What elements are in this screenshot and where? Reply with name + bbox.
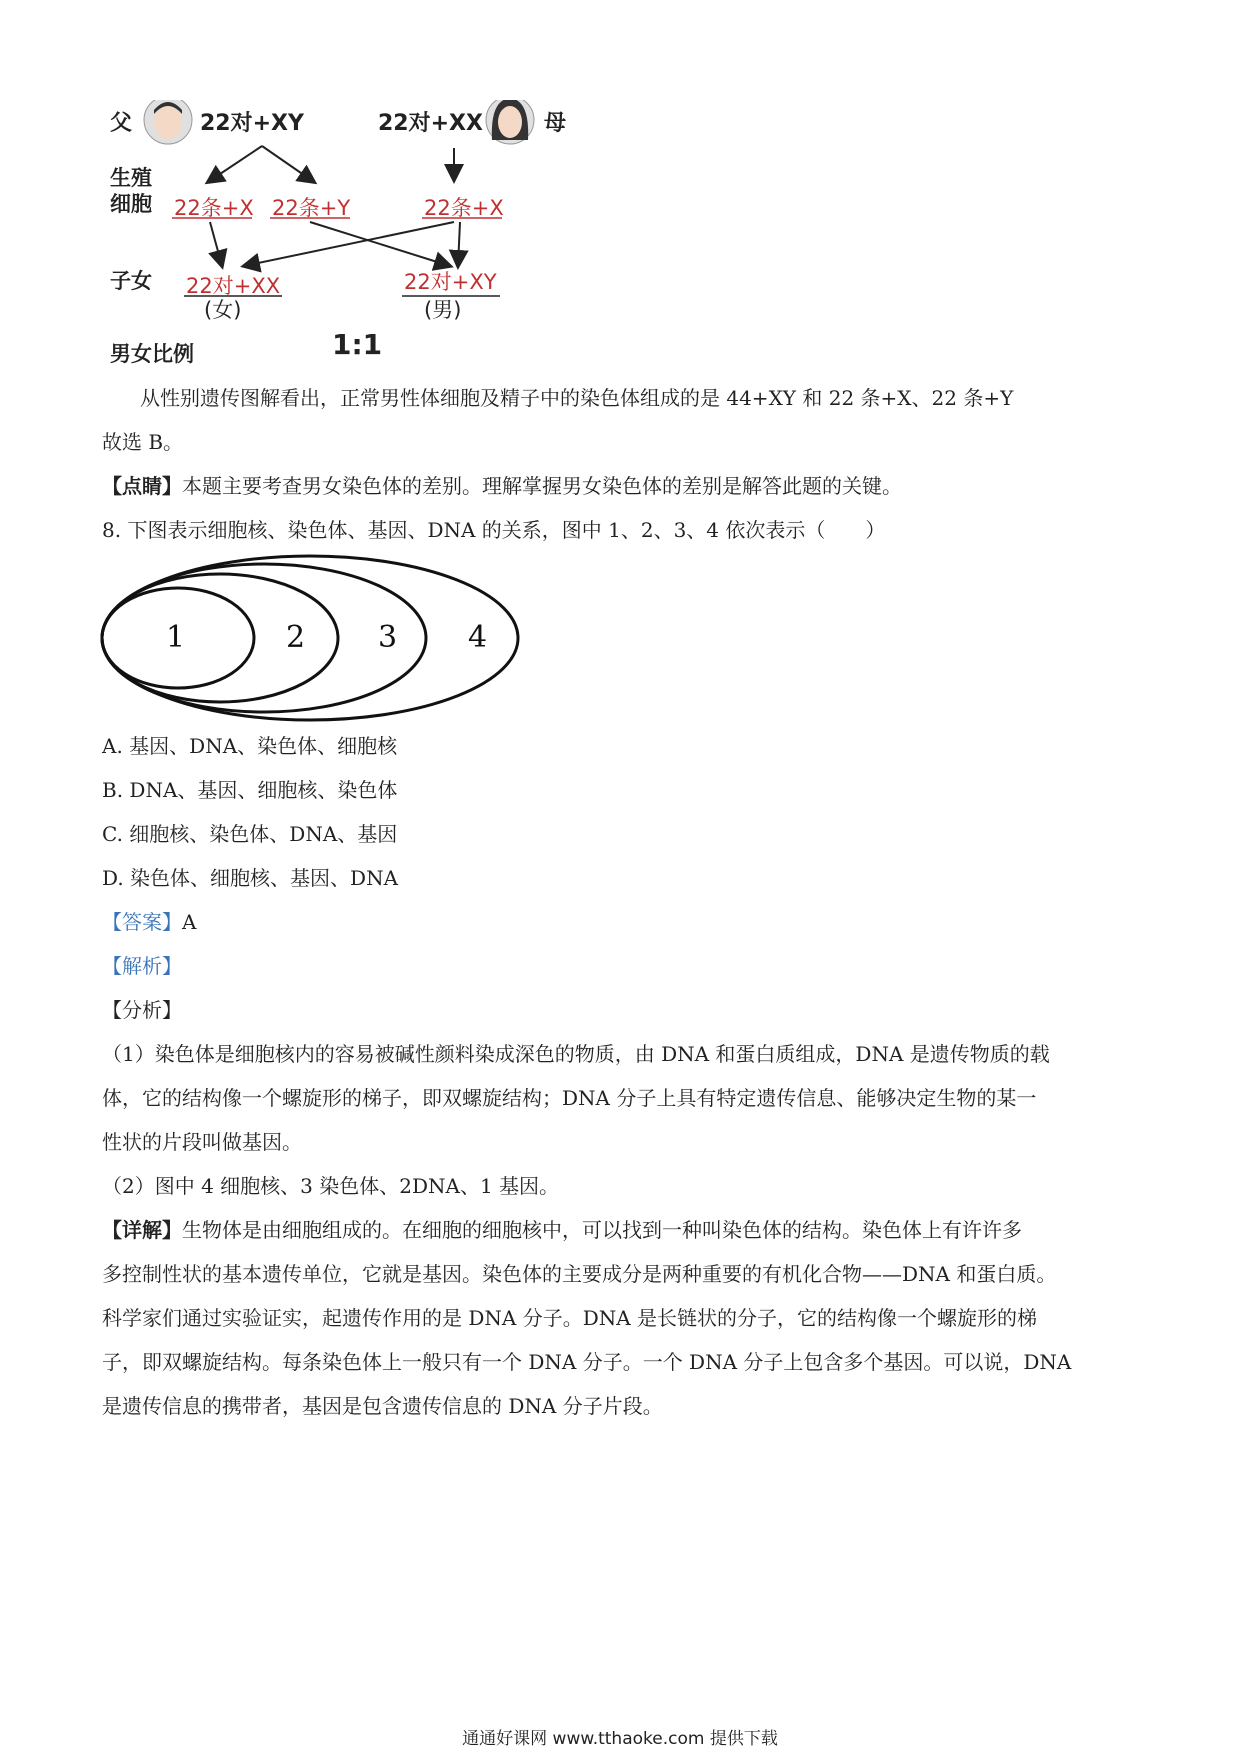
arrow-father-x — [208, 146, 262, 182]
gamete-father-x: 22条+X — [174, 196, 254, 220]
daughter-sex: (女) — [204, 298, 242, 322]
detail-line-3: 科学家们通过实验证实，起遗传作用的是 DNA 分子。DNA 是长链状的分子，它的结构像一个螺旋形的梯 — [102, 1306, 1038, 1330]
ellipse-shapes — [96, 552, 526, 724]
comment-paragraph — [102, 474, 902, 498]
page-footer: 通通好课网 www.tthaoke.com 提供下载 — [462, 1729, 778, 1749]
analysis-line-2: 体，它的结构像一个螺旋形的梯子，即双螺旋结构；DNA 分子上具有特定遗传信息、能够决定生物的某一 — [102, 1086, 1037, 1110]
answer-value: A — [182, 910, 197, 934]
mother-avatar-icon — [486, 100, 534, 144]
comment-tag: 【点睛】 — [102, 474, 182, 498]
detail-line-2: 多控制性状的基本遗传单位，它就是基因。染色体的主要成分是两种重要的有机化合物——DNA 和蛋白质。 — [102, 1262, 1057, 1286]
arrow-mx-to-daughter — [244, 222, 454, 266]
ellipse-label-1: 1 — [166, 620, 186, 655]
gamete-father-y: 22条+Y — [272, 196, 351, 220]
mother-label: 母 — [544, 111, 567, 136]
gamete-mother-x: 22条+X — [424, 196, 504, 220]
arrow-mx-to-son — [458, 222, 460, 266]
comment-body: 本题主要考查男女染色体的差别。理解掌握男女染色体的差别是解答此题的关键。 — [182, 474, 902, 498]
arrow-father-y — [262, 146, 314, 182]
detail-line-1-text: 生物体是由细胞组成的。在细胞的细胞核中，可以找到一种叫染色体的结构。染色体上有许许多 — [182, 1218, 1022, 1242]
analysis-line-4: （2）图中 4 细胞核、3 染色体、2DNA、1 基因。 — [102, 1174, 560, 1198]
option-c: C. 细胞核、染色体、DNA、基因 — [102, 822, 398, 846]
ellipse-label-3: 3 — [378, 620, 398, 655]
detail-line-5: 是遗传信息的携带者，基因是包含遗传信息的 DNA 分子片段。 — [102, 1394, 663, 1418]
arrow-y-to-son — [310, 222, 450, 266]
option-d: D. 染色体、细胞核、基因、DNA — [102, 866, 399, 890]
fenxi-heading: 【分析】 — [102, 998, 182, 1022]
option-a: A. 基因、DNA、染色体、细胞核 — [102, 734, 398, 758]
question-8: 8. 下图表示细胞核、染色体、基因、DNA 的关系，图中 1、2、3、4 依次表示（ ） — [102, 518, 886, 542]
father-label: 父 — [110, 111, 133, 136]
gamete-label-2: 细胞 — [110, 192, 152, 216]
father-chromosomes: 22对+XY — [200, 111, 304, 136]
analysis-line-1: （1）染色体是细胞核内的容易被碱性颜料染成深色的物质，由 DNA 和蛋白质组成，DNA 是遗传物质的载 — [102, 1042, 1050, 1066]
answer-tag: 【答案】 — [102, 910, 182, 934]
mother-chromosomes: 22对+XX — [378, 111, 483, 136]
sex-inheritance-diagram — [110, 100, 670, 410]
daughter-chromosomes: 22对+XX — [186, 274, 281, 298]
father-avatar-icon — [144, 100, 192, 144]
ellipse-label-2: 2 — [286, 620, 306, 655]
answer-line — [102, 910, 196, 934]
ratio-label: 男女比例 — [110, 342, 194, 366]
gamete-label-1: 生殖 — [110, 166, 152, 190]
son-chromosomes: 22对+XY — [404, 270, 497, 294]
option-b: B. DNA、基因、细胞核、染色体 — [102, 778, 398, 802]
diagram-arrows — [110, 100, 670, 410]
detail-tag: 【详解】 — [102, 1218, 182, 1242]
ratio-value: 1:1 — [332, 328, 383, 361]
arrow-x-to-daughter — [210, 222, 222, 266]
explanation-text: 从性别遗传图解看出，正常男性体细胞及精子中的染色体组成的是 44+XY 和 22 条+X、22 条+Y — [140, 386, 1014, 410]
conclusion-text: 故选 B。 — [102, 430, 184, 454]
detail-line-4: 子，即双螺旋结构。每条染色体上一般只有一个 DNA 分子。一个 DNA 分子上包含多个基因。可以说，DNA — [102, 1350, 1072, 1374]
offspring-label: 子女 — [110, 269, 152, 293]
jiexi-heading: 【解析】 — [102, 954, 182, 978]
son-sex: (男) — [424, 298, 462, 322]
detail-line-1 — [102, 1218, 1022, 1242]
nested-ellipse-diagram — [96, 552, 526, 724]
ellipse-label-4: 4 — [468, 620, 488, 655]
analysis-line-3: 性状的片段叫做基因。 — [102, 1130, 302, 1154]
